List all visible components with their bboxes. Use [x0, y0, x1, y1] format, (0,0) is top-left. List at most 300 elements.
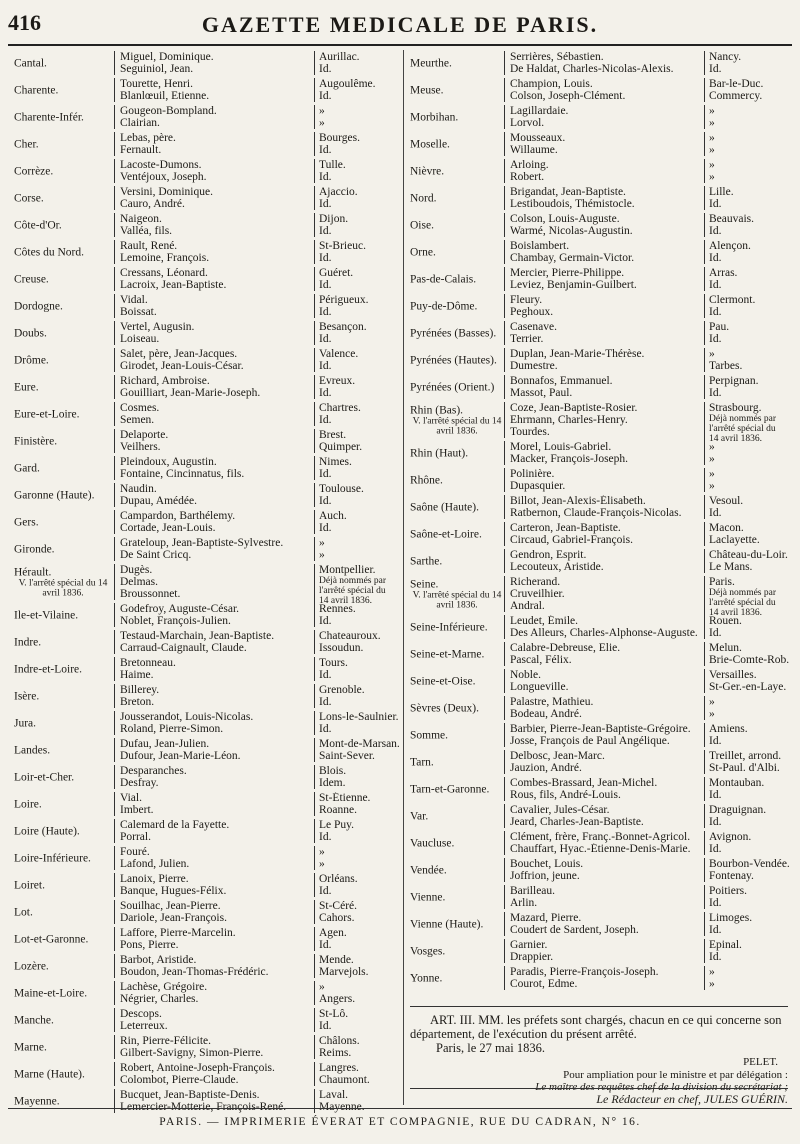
- physician-name: Vidal.: [120, 294, 148, 306]
- physician-names: [114, 537, 316, 561]
- residence-place: Ajaccio.: [319, 186, 358, 198]
- department-entry: [410, 158, 790, 185]
- residence-places: [314, 1008, 403, 1032]
- physician-names: [504, 804, 706, 828]
- physician-names: [504, 294, 706, 318]
- residence-place: Id.: [319, 333, 332, 345]
- physician-name: Champion, Louis.: [510, 78, 593, 90]
- residence-place: Rouen.: [709, 615, 742, 627]
- physician-name: Josse, François de Paul Angélique.: [510, 735, 670, 747]
- residence-place: Id.: [319, 360, 332, 372]
- department-name: [14, 637, 112, 648]
- residence-place: »: [319, 117, 325, 129]
- department-name: [14, 166, 112, 177]
- physician-names: [504, 723, 706, 747]
- department-name: [410, 730, 504, 741]
- residence-places: [314, 738, 403, 762]
- department-name: [410, 475, 504, 486]
- residence-place: »: [319, 549, 325, 561]
- department-label: Jura.: [14, 718, 37, 729]
- department-entry: [410, 695, 790, 722]
- residence-place: Commercy.: [709, 90, 763, 102]
- physician-names: [504, 132, 706, 156]
- residence-places: [314, 321, 403, 345]
- physician-name: Circaud, Gabriel-François.: [510, 534, 633, 546]
- department-label: Rhin (Bas).: [410, 405, 464, 416]
- physician-name: Drappier.: [510, 951, 554, 963]
- department-label: Loire.: [14, 799, 42, 810]
- redacteur-signature: Le Rédacteur en chef, JULES GUÉRIN.: [410, 1088, 788, 1107]
- physician-names: [114, 510, 316, 534]
- residence-place: Id.: [709, 789, 722, 801]
- department-entry: [14, 293, 400, 320]
- physician-name: Robert, Antoine-Joseph-François.: [120, 1062, 275, 1074]
- residence-place: Id.: [709, 198, 722, 210]
- department-entry: [410, 668, 790, 695]
- physician-name: Paradis, Pierre-François-Joseph.: [510, 966, 659, 978]
- residence-place: »: [319, 981, 325, 993]
- department-entry: [410, 293, 790, 320]
- residence-places: [314, 954, 403, 978]
- department-label: Isère.: [14, 691, 40, 702]
- physician-names: [504, 240, 706, 264]
- footer-rule: [8, 1108, 792, 1109]
- physician-names: [114, 402, 316, 426]
- department-entry: [410, 776, 790, 803]
- residence-place: Bourbon-Vendée.: [709, 858, 790, 870]
- department-name: [14, 1042, 112, 1053]
- residence-places: [314, 51, 403, 75]
- department-name: [14, 463, 112, 474]
- physician-name: Joffrion, jeune.: [510, 870, 580, 882]
- department-entry: [14, 899, 400, 926]
- department-label: Loire-Inférieure.: [14, 853, 91, 864]
- physician-name: Rous, fils, André-Louis.: [510, 789, 621, 801]
- department-name: [14, 907, 112, 918]
- department-label: Gironde.: [14, 544, 55, 555]
- physician-names: [504, 159, 706, 183]
- department-name: [410, 892, 504, 903]
- department-entry: [14, 791, 400, 818]
- residence-place: Id.: [319, 885, 332, 897]
- residence-places: [704, 186, 795, 210]
- residence-place: Dijon.: [319, 213, 349, 225]
- residence-place: Nancy.: [709, 51, 742, 63]
- physician-name: Broussonnet.: [120, 588, 181, 600]
- department-name: [410, 973, 504, 984]
- residence-places: [314, 765, 403, 789]
- residence-place: Pau.: [709, 321, 730, 333]
- physician-name: Carraud-Caignault, Claude.: [120, 642, 247, 654]
- physician-name: Des Alleurs, Charles-Alphonse-Auguste.: [510, 627, 698, 639]
- department-entry: [14, 50, 400, 77]
- department-entry: [14, 320, 400, 347]
- physician-names: [114, 105, 316, 129]
- residence-places: [704, 858, 795, 882]
- department-name: [410, 649, 504, 660]
- department-label: Côtes du Nord.: [14, 247, 84, 258]
- residence-places: [704, 468, 795, 492]
- department-label: Vendée.: [410, 865, 447, 876]
- residence-place: Déjà nommés par: [709, 588, 777, 598]
- physician-name: Dufour, Jean-Marie-Léon.: [120, 750, 241, 762]
- physician-names: [504, 213, 706, 237]
- department-label: Drôme.: [14, 355, 49, 366]
- department-entry: [410, 911, 790, 938]
- decree-block: [410, 1006, 788, 1093]
- residence-place: Bar-le-Duc.: [709, 78, 764, 90]
- residence-place: »: [319, 846, 325, 858]
- department-name: [14, 745, 112, 756]
- residence-place: »: [709, 144, 715, 156]
- department-name: [410, 274, 504, 285]
- physician-name: Seguiniol, Jean.: [120, 63, 194, 75]
- department-label: Saône (Haute).: [410, 502, 479, 513]
- department-entry: [410, 641, 790, 668]
- physician-name: Bonnafos, Emmanuel.: [510, 375, 613, 387]
- physician-name: Rault, René.: [120, 240, 178, 252]
- physician-name: Brigandat, Jean-Baptiste.: [510, 186, 626, 198]
- physician-name: Barbier, Pierre-Jean-Baptiste-Grégoire.: [510, 723, 691, 735]
- physician-name: De Saint Cricq.: [120, 549, 192, 561]
- department-entry: [410, 938, 790, 965]
- residence-place: Id.: [319, 225, 332, 237]
- department-label: Garonne (Haute).: [14, 490, 95, 501]
- residence-place: Issoudun.: [319, 642, 364, 654]
- residence-place: Aurillac.: [319, 51, 360, 63]
- physician-names: [114, 873, 316, 897]
- physician-name: Barilleau.: [510, 885, 556, 897]
- page-header: [0, 0, 800, 46]
- department-name: [14, 436, 112, 447]
- department-label: Seine-Inférieure.: [410, 622, 488, 633]
- residence-place: Déjà nommés par: [319, 576, 387, 586]
- physician-names: [504, 321, 706, 345]
- physician-names: [504, 468, 706, 492]
- residence-places: [704, 777, 795, 801]
- physician-names: [504, 267, 706, 291]
- residence-places: [704, 966, 795, 990]
- department-label: Morbihan.: [410, 112, 459, 123]
- physician-name: Valléa, fils.: [120, 225, 173, 237]
- residence-place: Quimper.: [319, 441, 363, 453]
- residence-places: [704, 159, 795, 183]
- residence-place: »: [709, 696, 715, 708]
- department-name: [14, 961, 112, 972]
- residence-place: Tulle.: [319, 159, 346, 171]
- physician-name: Noble.: [510, 669, 541, 681]
- physician-name: Lacoste-Dumons.: [120, 159, 202, 171]
- residence-place: Id.: [709, 387, 722, 399]
- department-entry: [14, 656, 400, 683]
- physician-name: Duplan, Jean-Marie-Thérèse.: [510, 348, 645, 360]
- residence-place: Id.: [319, 939, 332, 951]
- department-name: [14, 544, 112, 555]
- physician-name: Gougeon-Bompland.: [120, 105, 217, 117]
- physician-names: [114, 819, 316, 843]
- physician-name: Richard, Ambroise.: [120, 375, 210, 387]
- department-entry: [410, 857, 790, 884]
- physician-name: Bouchet, Louis.: [510, 858, 584, 870]
- physician-names: [504, 375, 706, 399]
- physician-name: Ventéjoux, Joseph.: [120, 171, 207, 183]
- residence-place: Orléans.: [319, 873, 358, 885]
- physician-names: [504, 831, 706, 855]
- department-entry: [410, 239, 790, 266]
- residence-place: Id.: [709, 843, 722, 855]
- journal-title: GAZETTE MEDICALE DE PARIS.: [201, 12, 599, 37]
- department-name: [410, 139, 504, 150]
- physician-names: [114, 738, 316, 762]
- physician-name: Delmas.: [120, 576, 159, 588]
- residence-places: [704, 831, 795, 855]
- physician-name: Chauffart, Hyac.-Étienne-Denis-Marie.: [510, 843, 691, 855]
- physician-names: [114, 927, 316, 951]
- residence-place: »: [709, 117, 715, 129]
- department-name: [410, 448, 504, 459]
- residence-places: [704, 669, 795, 693]
- physician-name: Barbot, Aristide.: [120, 954, 197, 966]
- physician-names: [114, 684, 316, 708]
- residence-place: Vesoul.: [709, 495, 744, 507]
- department-label: Landes.: [14, 745, 51, 756]
- physician-name: Boudon, Jean-Thomas-Frédéric.: [120, 966, 269, 978]
- department-label: Pas-de-Calais.: [410, 274, 477, 285]
- physician-names: [504, 186, 706, 210]
- residence-places: [704, 375, 795, 399]
- physician-name: Jeard, Charles-Jean-Baptiste.: [510, 816, 644, 828]
- residence-places: [704, 804, 795, 828]
- physician-name: Pascal, Félix.: [510, 654, 572, 666]
- physician-names: [504, 522, 706, 546]
- residence-places: [314, 105, 403, 129]
- department-label: Rhin (Haut).: [410, 448, 469, 459]
- residence-places: [314, 348, 403, 372]
- department-name: [14, 247, 112, 258]
- residence-places: [704, 441, 795, 465]
- department-name: [410, 355, 504, 366]
- residence-place: Id.: [319, 495, 332, 507]
- department-entry: [14, 1034, 400, 1061]
- physician-name: Calemard de la Fayette.: [120, 819, 230, 831]
- residence-place: Lille.: [709, 186, 734, 198]
- physician-name: Lanoix, Pierre.: [120, 873, 189, 885]
- department-entry: [410, 401, 790, 444]
- physician-name: Fernault.: [120, 144, 162, 156]
- residence-place: Poitiers.: [709, 885, 748, 897]
- residence-place: Id.: [319, 63, 332, 75]
- department-entry: [14, 131, 400, 158]
- residence-place: Laclayette.: [709, 534, 760, 546]
- department-label: Nièvre.: [410, 166, 445, 177]
- department-label: Seine-et-Oise.: [410, 676, 476, 687]
- residence-places: [314, 537, 403, 561]
- department-entry: [410, 131, 790, 158]
- physician-name: Banque, Hugues-Félix.: [120, 885, 227, 897]
- physician-name: Campardon, Barthélemy.: [120, 510, 236, 522]
- physician-name: Vial.: [120, 792, 142, 804]
- department-entry: [14, 845, 400, 872]
- department-entry: [14, 185, 400, 212]
- residence-place: Id.: [319, 522, 332, 534]
- residence-place: St-Brieuc.: [319, 240, 366, 252]
- physician-name: Jauzion, André.: [510, 762, 582, 774]
- decree-ampliation: Pour ampliation pour le ministre et par délégation :: [563, 1069, 788, 1081]
- residence-place: Montauban.: [709, 777, 765, 789]
- department-label: Var.: [410, 811, 429, 822]
- physician-names: [504, 750, 706, 774]
- physician-name: Lacroix, Jean-Baptiste.: [120, 279, 227, 291]
- physician-name: Gouilliart, Jean-Marie-Joseph.: [120, 387, 261, 399]
- physician-name: Clairian.: [120, 117, 160, 129]
- physician-name: Grateloup, Jean-Baptiste-Sylvestre.: [120, 537, 284, 549]
- department-name: [14, 880, 112, 891]
- physician-names: [504, 105, 706, 129]
- physician-name: Chambay, Germain-Victor.: [510, 252, 635, 264]
- physician-name: Breton.: [120, 696, 155, 708]
- department-label: Cher.: [14, 139, 39, 150]
- department-label: Pyrénées (Basses).: [410, 328, 497, 339]
- department-entry: [14, 1061, 400, 1088]
- residence-place: Epinal.: [709, 939, 742, 951]
- residence-place: Id.: [709, 252, 722, 264]
- residence-places: [704, 642, 795, 666]
- department-name: [410, 865, 504, 876]
- department-label: Meurthe.: [410, 58, 452, 69]
- department-label: Pyrénées (Orient.): [410, 382, 495, 393]
- physician-name: Delaporte.: [120, 429, 169, 441]
- department-name: [14, 826, 112, 837]
- residence-place: Id.: [319, 252, 332, 264]
- department-label: Lot.: [14, 907, 33, 918]
- residence-place: Id.: [319, 306, 332, 318]
- residence-place: Id.: [319, 831, 332, 843]
- physician-name: Dariole, Jean-François.: [120, 912, 227, 924]
- physician-names: [114, 564, 316, 600]
- residence-place: Déjà nommés par: [709, 414, 777, 424]
- residence-place: St-Étienne.: [319, 792, 371, 804]
- residence-place: Strasbourg.: [709, 402, 762, 414]
- department-entry: [410, 548, 790, 575]
- residence-place: Id.: [319, 279, 332, 291]
- physician-name: Morel, Louis-Gabriel.: [510, 441, 612, 453]
- physician-name: Fontaine, Cincinnatus, fils.: [120, 468, 245, 480]
- department-entry: [14, 872, 400, 899]
- physician-names: [114, 159, 316, 183]
- residence-place: Montpellier.: [319, 564, 376, 576]
- physician-name: Palastre, Mathieu.: [510, 696, 594, 708]
- physician-names: [114, 51, 316, 75]
- department-entry: [410, 212, 790, 239]
- residence-places: [314, 711, 403, 735]
- residence-place: Blois.: [319, 765, 347, 777]
- physician-name: Porral.: [120, 831, 151, 843]
- physician-name: Lemoine, François.: [120, 252, 210, 264]
- header-rule: [8, 44, 792, 46]
- physician-names: [504, 939, 706, 963]
- department-name: [14, 853, 112, 864]
- residence-places: [704, 321, 795, 345]
- physician-name: Arloing.: [510, 159, 549, 171]
- department-entry: [14, 239, 400, 266]
- physician-name: Dupasquier.: [510, 480, 566, 492]
- residence-place: Guéret.: [319, 267, 354, 279]
- physician-names: [114, 240, 316, 264]
- residence-places: [314, 846, 403, 870]
- residence-place: Besançon.: [319, 321, 367, 333]
- department-label: Yonne.: [410, 973, 443, 984]
- department-name: [410, 784, 504, 795]
- physician-names: [504, 441, 706, 465]
- department-name: [410, 405, 504, 436]
- residence-place: Saint-Sever.: [319, 750, 375, 762]
- residence-place: Id.: [319, 669, 332, 681]
- residence-place: l'arrêté spécial du: [709, 598, 776, 608]
- residence-place: Mende.: [319, 954, 354, 966]
- decree-secretary: Le maître des requêtes chef de la division du secrétariat ;: [535, 1081, 788, 1093]
- physician-name: Godefroy, Auguste-César.: [120, 603, 240, 615]
- residence-place: Château-du-Loir.: [709, 549, 788, 561]
- physician-name: Billot, Jean-Alexis-Élisabeth.: [510, 495, 646, 507]
- residence-places: [704, 267, 795, 291]
- physician-names: [504, 669, 706, 693]
- department-entry: [14, 710, 400, 737]
- residence-places: [314, 267, 403, 291]
- residence-place: Id.: [319, 414, 332, 426]
- printer-footer: PARIS. — IMPRIMERIE ÉVERAT ET COMPAGNIE, RUE DU CADRAN, N° 16.: [159, 1116, 641, 1128]
- physician-names: [504, 966, 706, 990]
- residence-place: Id.: [709, 63, 722, 75]
- residence-places: [314, 78, 403, 102]
- physician-name: Fouré.: [120, 846, 150, 858]
- department-entry: [14, 428, 400, 455]
- residence-place: Perpignan.: [709, 375, 759, 387]
- residence-place: »: [709, 480, 715, 492]
- residence-place: St-Céré.: [319, 900, 358, 912]
- department-name: [410, 757, 504, 768]
- residence-place: 14 avril 1836.: [709, 434, 763, 444]
- residence-place: »: [709, 105, 715, 117]
- physician-name: Blanlœuil, Etienne.: [120, 90, 210, 102]
- residence-place: Id.: [319, 1020, 332, 1032]
- residence-place: Bourges.: [319, 132, 360, 144]
- physician-name: Robert.: [510, 171, 545, 183]
- residence-place: Mayenne.: [319, 1101, 365, 1113]
- residence-places: [314, 429, 403, 453]
- residence-place: »: [709, 966, 715, 978]
- residence-places: [704, 348, 795, 372]
- department-label: Loire (Haute).: [14, 826, 80, 837]
- residence-places: [704, 615, 795, 639]
- physician-name: Tourdes.: [510, 426, 550, 438]
- physician-name: Dufau, Jean-Julien.: [120, 738, 210, 750]
- physician-name: Bodeau, André.: [510, 708, 582, 720]
- residence-place: 14 avril 1836.: [319, 596, 373, 606]
- residence-place: Id.: [709, 279, 722, 291]
- residence-place: »: [319, 105, 325, 117]
- physician-name: Mercier, Pierre-Philippe.: [510, 267, 625, 279]
- department-label: Rhône.: [410, 475, 443, 486]
- residence-place: Id.: [709, 507, 722, 519]
- physician-names: [114, 657, 316, 681]
- department-entry: [14, 401, 400, 428]
- residence-place: Périgueux.: [319, 294, 369, 306]
- residence-places: [704, 750, 795, 774]
- physician-names: [114, 1035, 316, 1059]
- residence-place: Mont-de-Marsan.: [319, 738, 400, 750]
- physician-name: Imbert.: [120, 804, 154, 816]
- physician-names: [504, 885, 706, 909]
